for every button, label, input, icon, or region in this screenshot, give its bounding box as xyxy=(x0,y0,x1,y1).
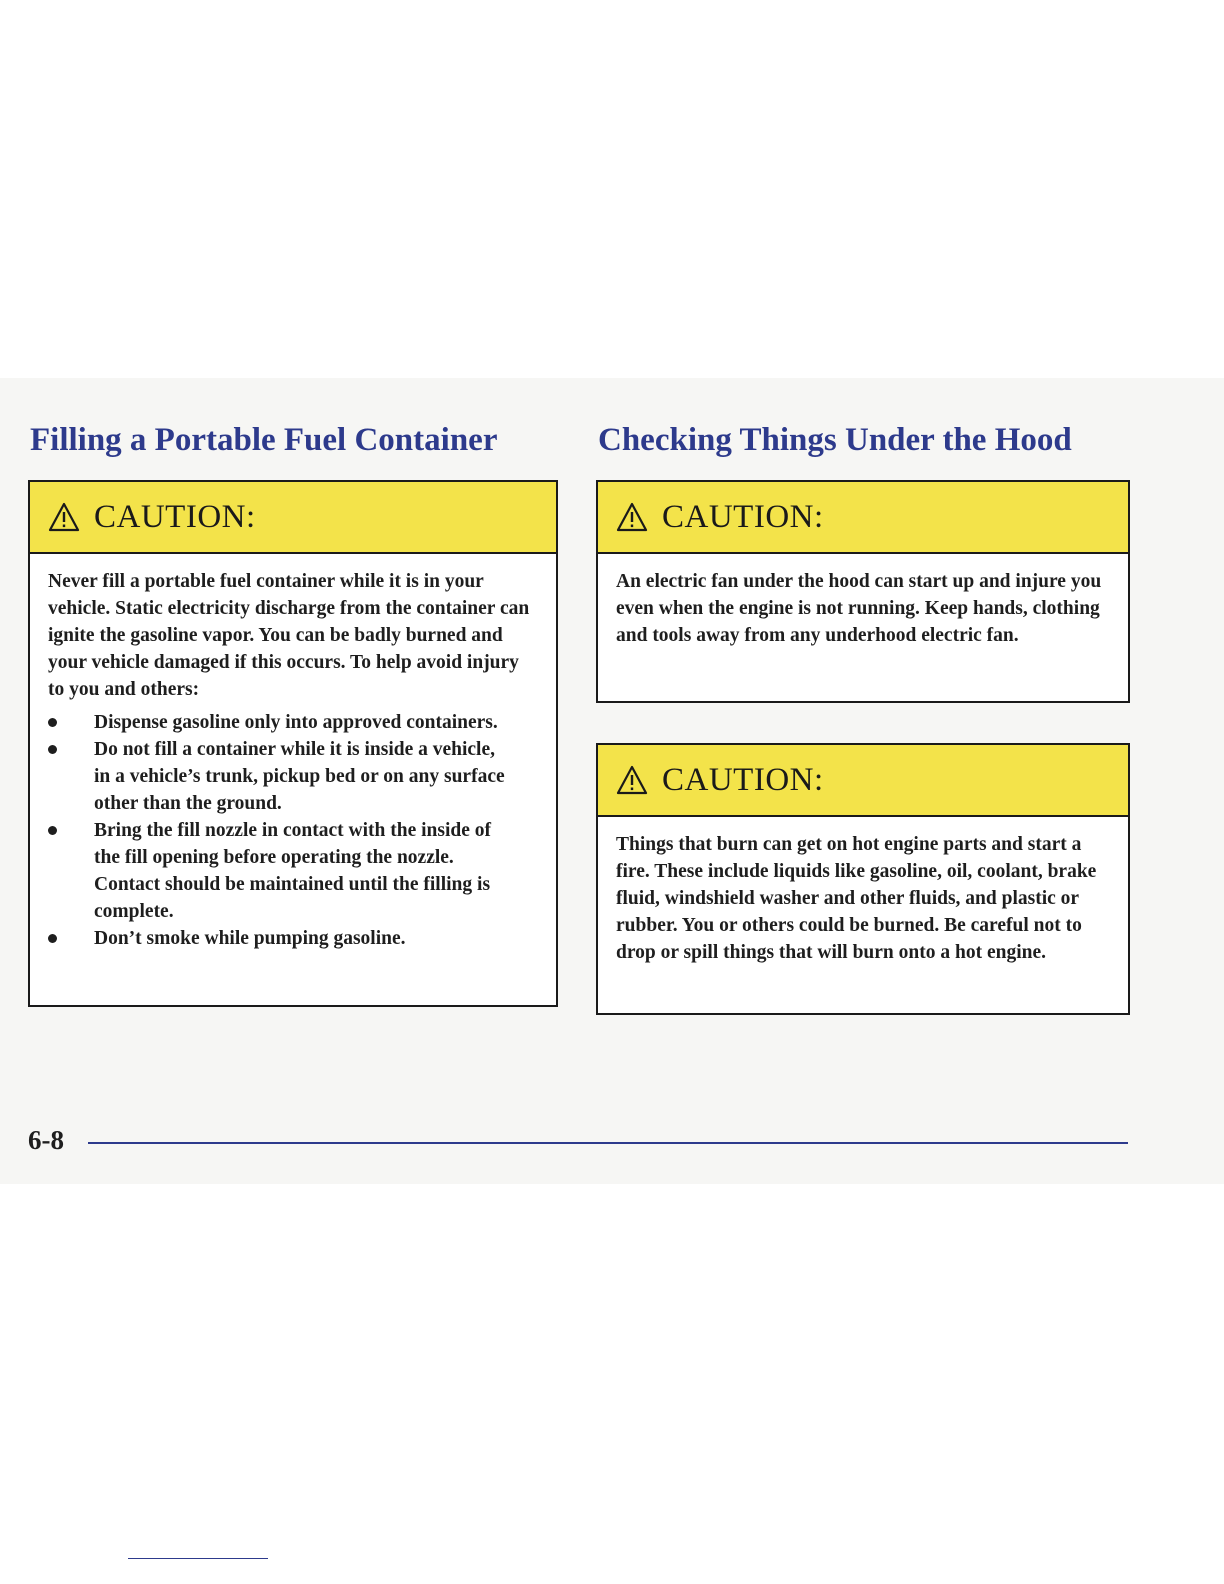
bullet-icon xyxy=(48,718,57,727)
list-item-text: Bring the fill nozzle in contact with the inside of the fill opening before operating the nozzle. Contact should be maintained until the filling is complete. xyxy=(94,820,492,922)
warning-triangle-icon xyxy=(48,502,80,532)
footer-divider xyxy=(88,1142,1128,1144)
list-item-text: Dispense gasoline only into approved containers. xyxy=(94,712,498,733)
caution-header xyxy=(30,482,556,554)
list-item-text: Do not fill a container while it is inside a vehicle, in a vehicle’s trunk, pickup bed or on any surface other than the ground. xyxy=(94,739,505,814)
list-item-text: Don’t smoke while pumping gasoline. xyxy=(94,928,406,949)
section-heading-under-the-hood: Checking Things Under the Hood xyxy=(598,422,1072,458)
bullet-icon xyxy=(48,745,57,754)
caution-box-electric-fan xyxy=(596,480,1130,703)
caution-box-portable-fuel xyxy=(28,480,558,1007)
bottom-divider xyxy=(128,1558,268,1559)
warning-triangle-icon xyxy=(616,502,648,532)
list-item xyxy=(48,925,514,952)
caution-text: Things that burn can get on hot engine parts and start a fire. These include liquids like gasoline, oil, coolant, brake fluid, windshield washer and other fluids, and plastic or rubber. You or others could be burned. Be careful not to drop or spill things that will burn onto a hot engine. xyxy=(616,834,1097,963)
page-number: 6-8 xyxy=(28,1125,64,1155)
caution-label: CAUTION: xyxy=(94,498,256,535)
caution-header xyxy=(598,745,1128,817)
caution-body xyxy=(30,554,556,966)
bullet-icon xyxy=(48,826,57,835)
list-item xyxy=(48,736,514,817)
caution-label: CAUTION: xyxy=(662,498,824,535)
list-item xyxy=(48,709,514,736)
caution-header xyxy=(598,482,1128,554)
section-heading-portable-fuel-container: Filling a Portable Fuel Container xyxy=(30,422,498,458)
bullet-icon xyxy=(48,934,57,943)
caution-box-hot-engine xyxy=(596,743,1130,1015)
caution-label: CAUTION: xyxy=(662,761,824,798)
caution-body xyxy=(598,817,1128,980)
caution-bullet-list xyxy=(48,709,538,952)
caution-text: An electric fan under the hood can start up and injure you even when the engine is not running. Keep hands, clothing and tools away from any underhood electric fan. xyxy=(616,571,1102,646)
list-item xyxy=(48,817,514,925)
caution-intro-text: Never fill a portable fuel container while it is in your vehicle. Static electricity discharge from the container can ignite the gasoline vapor. You can be badly burned and your vehicle damaged if this occurs. To help avoid injury to you and others: xyxy=(48,571,530,700)
caution-body xyxy=(598,554,1128,663)
warning-triangle-icon xyxy=(616,765,648,795)
